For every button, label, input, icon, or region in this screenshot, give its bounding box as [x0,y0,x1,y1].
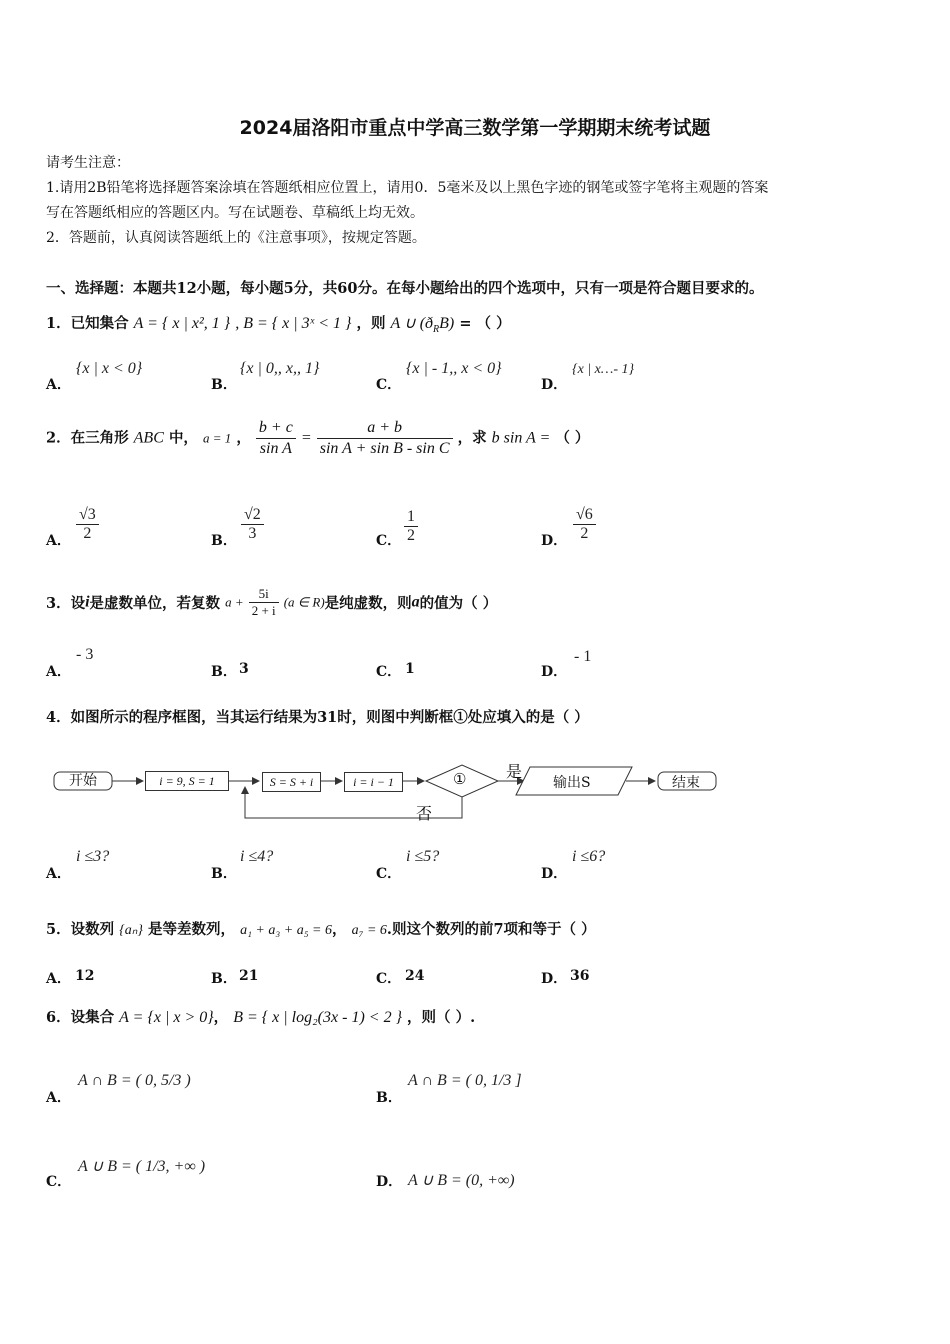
q2-ask: ，求 [457,429,487,447]
q2-b-den: 3 [248,525,257,542]
q3-i: i [85,593,90,611]
q2-number: 2．在三角形 [46,429,129,447]
q5-pre: 5．设数列 [46,921,115,938]
q6-set-b: B = { x | log₂(3x - 1) < 2 } [233,1009,402,1026]
q3-f-den: 2 + i [251,603,276,618]
question-5 [46,918,596,939]
q2-a-equals-1: a = 1 [203,430,232,446]
q6-option-b-label[interactable]: B． [376,1090,402,1106]
q6-option-b[interactable]: A ∩ B = ( 0, 1/3 ] [408,1072,522,1089]
q2-d-den: 2 [580,525,589,542]
q2-option-a-label[interactable]: A． [46,533,71,549]
q3-option-d[interactable]: - 1 [574,648,592,665]
q5-option-c[interactable]: 24 [405,968,425,984]
q3-end: 的值为（ ） [419,595,498,612]
q2-a-den: 2 [83,525,92,542]
q3-option-c[interactable]: 1 [405,661,415,677]
q2-d-num: √6 [573,506,596,525]
q3-option-a[interactable]: - 3 [76,646,94,663]
q3-fraction [249,586,279,619]
flowchart [40,755,740,835]
notice-heading: 请考生注意： [46,155,130,171]
q1-option-b[interactable]: {x | 0,, x,, 1} [240,360,320,377]
q5-mid: 是等差数列， [148,921,235,938]
q6-post: ，则（ ）. [407,1009,476,1026]
q4-option-d[interactable]: i ≤6? [572,848,606,865]
page-title: 2024届洛阳市重点中学高三数学第一学期期末统考试题 [239,117,711,139]
q6-option-c-label[interactable]: C． [46,1174,72,1190]
q5-option-a-label[interactable]: A． [46,971,71,987]
q3-mid: 是虚数单位，若复数 [89,595,221,612]
question-3 [46,586,497,619]
q5-option-c-label[interactable]: C． [376,971,402,987]
flow-output: 输出S [553,775,591,791]
q2-option-b-label[interactable]: B． [211,533,237,549]
q2-target: b sin A = [491,429,551,447]
q4-option-c[interactable]: i ≤5? [406,848,440,865]
q6-option-d[interactable]: A ∪ B = (0, +∞) [408,1172,515,1189]
q3-f-num: 5i [249,586,279,603]
q2-option-b[interactable] [241,506,264,543]
question-4: 4．如图所示的程序框图，当其运行结果为31时，则图中判断框①处应填入的是（ ） [46,709,589,726]
flow-sum: S = S + i [262,772,321,792]
q1-number: 1．已知集合 [46,315,129,332]
q1-option-c-label[interactable]: C． [376,377,402,393]
q3-pre: 3．设 [46,595,86,612]
question-6 [46,1006,475,1027]
q6-pre: 6．设集合 [46,1009,115,1026]
notice-line1: 1.请用2B铅笔将选择题答案涂填在答题纸相应位置上，请用0．5毫米及以上黑色字迹的钢笔或签字笔将主观题的答案 [46,180,769,196]
q2-equals: = [300,429,312,447]
q2-option-d[interactable] [573,506,596,543]
flow-condition: ① [453,770,467,788]
q3-option-a-label[interactable]: A． [46,664,71,680]
q2-f1-denominator: sin A [259,440,292,457]
question-2 [46,418,589,459]
flow-end: 结束 [672,775,700,791]
q3-a: a + [225,594,244,610]
q2-c-den: 2 [407,527,415,544]
q5-condition-2: a₇ = 6 [351,923,387,938]
q3-option-b[interactable]: 3 [239,661,249,677]
q3-a2: a [411,593,420,611]
q1-expr: A ∪ (ð [390,315,434,332]
q4-option-c-label[interactable]: C． [376,866,402,882]
q4-option-b[interactable]: i ≤4? [240,848,274,865]
q1-option-c[interactable]: {x | - 1,, x < 0} [406,360,502,377]
q2-f2-denominator: sin A + sin B - sin C [319,440,450,457]
q2-c-num: 1 [404,508,418,527]
q5-option-d-label[interactable]: D． [541,971,568,987]
flowchart-lines [40,755,740,835]
q1-expr2: B) [439,315,455,332]
q5-option-b[interactable]: 21 [239,968,259,984]
q6-option-c[interactable]: A ∪ B = ( 1/3, +∞ ) [78,1158,206,1175]
section-heading: 一、选择题：本题共12小题，每小题5分，共60分。在每小题给出的四个选项中，只有一项是符合题目要求的。 [46,280,764,297]
q4-option-d-label[interactable]: D． [541,866,568,882]
flow-decrement: i = i − 1 [344,772,403,792]
q2-abc: ABC [133,429,164,447]
q5-option-b-label[interactable]: B． [211,971,237,987]
q2-b-num: √2 [241,506,264,525]
q1-expr-sub: R [433,323,440,335]
q2-f2-numerator: a + b [317,418,453,439]
q5-sequence: {aₙ} [119,923,143,938]
q5-option-a[interactable]: 12 [75,968,95,984]
q2-comma: ， [236,429,251,447]
q3-option-b-label[interactable]: B． [211,664,237,680]
q4-option-a[interactable]: i ≤3? [76,848,110,865]
q4-option-b-label[interactable]: B． [211,866,237,882]
notice-line1b: 写在答题纸相应的答题区内。写在试题卷、草稿纸上均无效。 [46,205,424,221]
q2-mid: 中， [168,429,198,447]
q5-condition-1: a₁ + a₃ + a₅ = 6 [240,923,333,938]
q2-fraction-right [317,418,453,459]
q1-then: ，则 [356,315,386,332]
q1-option-a[interactable]: {x | x < 0} [76,360,143,377]
q2-fraction-left [256,418,296,459]
q5-post: .则这个数列的前7项和等于（ ） [386,921,596,938]
q5-option-d[interactable]: 36 [570,968,590,984]
flow-init: i = 9, S = 1 [145,771,229,791]
q6-option-a[interactable]: A ∩ B = ( 0, 5/3 ) [78,1072,191,1089]
q2-option-c[interactable] [404,508,418,545]
q2-paren: （ ） [555,429,590,447]
q3-post: 是纯虚数，则 [324,595,412,612]
flow-start: 开始 [69,773,97,789]
q1-option-a-label[interactable]: A． [46,377,71,393]
q3-condition: (a ∈ R) [283,594,325,610]
flow-no: 否 [416,804,433,823]
q2-a-num: √3 [76,506,99,525]
flow-yes: 是 [506,762,523,781]
q1-option-d[interactable]: {x | x…- 1} [572,362,635,377]
q1-set-b: , B = { x | 3ˣ < 1 } [235,315,352,332]
q2-option-d-label[interactable]: D． [541,533,568,549]
q2-f1-numerator: b + c [256,418,296,439]
q1-set-a: A = { x | x², 1 } [133,315,231,332]
q6-comma: ， [213,1009,229,1026]
q4-option-a-label[interactable]: A． [46,866,71,882]
q1-tail: = （ ） [459,315,511,332]
question-1 [46,312,511,335]
q6-set-a: A = {x | x > 0} [119,1009,214,1026]
q6-option-d-label[interactable]: D． [376,1174,403,1190]
q3-option-c-label[interactable]: C． [376,664,402,680]
q2-option-a[interactable] [76,506,99,543]
q1-option-b-label[interactable]: B． [211,377,237,393]
notice-line2: 2．答题前，认真阅读答题纸上的《注意事项》，按规定答题。 [46,230,426,246]
q1-option-d-label[interactable]: D． [541,377,568,393]
q5-comma: ， [332,921,347,938]
q2-option-c-label[interactable]: C． [376,533,402,549]
q6-option-a-label[interactable]: A． [46,1090,71,1106]
q3-option-d-label[interactable]: D． [541,664,568,680]
